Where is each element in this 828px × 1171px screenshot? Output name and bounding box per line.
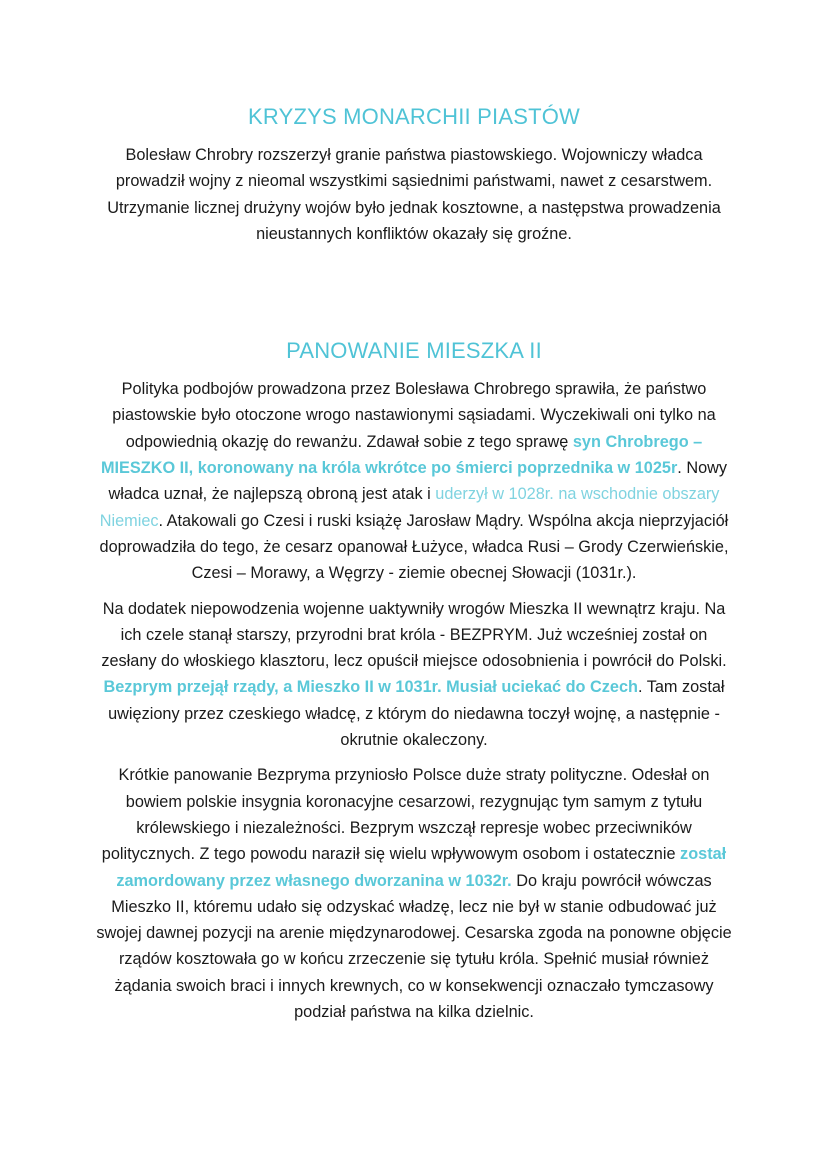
paragraph [95, 142, 733, 247]
text-segment: Na dodatek niepowodzenia wojenne uaktywniły wrogów Mieszka II wewnątrz kraju. Na ich czele stanął starszy, przyrodni brat króla - BEZPRYM. Już wcześniej został on zesłany do włoskiego klasztoru, lecz opuścił miejsce odosobnienia i powrócił do Polski. [101, 599, 727, 671]
section-title-crisis: KRYZYS MONARCHII PIASTÓW [248, 104, 580, 129]
highlighted-text: został zamordowany przez własnego dworzanina w 1032r. [116, 845, 727, 890]
paragraph [95, 762, 733, 1025]
paragraph [95, 596, 733, 754]
section-title-mieszko: PANOWANIE MIESZKA II [286, 338, 542, 364]
text-segment: . Tam został uwięziony przez czeskiego władcę, z którym do niedawna toczył wojnę, a następnie - okrutnie okaleczony. [108, 678, 725, 750]
text-segment: Do kraju powrócił wówczas Mieszko II, któremu udało się odzyskać władzę, lecz nie był w stanie odbudować już swojej dawnej pozycji na arenie międzynarodowej. Cesarska zgoda na ponowne objęcie rządów kosztowała go w końcu zrzeczenie się tytułu króla. Spełnić musiał również żądania swoich braci i innych krewnych, co w konsekwencji oznaczało tymczasowy podział państwa na kilka dzielnic. [96, 871, 732, 1022]
text-segment: . Atakowali go Czesi i ruski książę Jarosław Mądry. Wspólna akcja nieprzyjaciół doprowadziła do tego, że cesarz opanował Łużyce, władca Rusi – Grody Czerwieńskie, Czesi – Morawy, a Węgrzy - ziemie obecnej Słowacji (1031r.). [99, 511, 729, 583]
document-page [95, 104, 733, 1034]
highlighted-text: Bezprym przejął rządy, a Mieszko II w 1031r. Musiał uciekać do Czech [103, 678, 638, 697]
text-segment: . Nowy władca uznał, że najlepszą obroną jest atak i [108, 459, 728, 504]
highlighted-text: syn Chrobrego – MIESZKO II, koronowany na króla wkrótce po śmierci poprzednika w 1025r [100, 432, 703, 478]
highlighted-text: uderzył w 1028r. na wschodnie obszary Niemiec [99, 485, 720, 530]
text-segment: Bolesław Chrobry rozszerzył granie państwa piastowskiego. Wojowniczy władca prowadził wojny z nieomal wszystkimi sąsiednimi państwami, nawet z cesarstwem. Utrzymanie licznej drużyny wojów było jednak kosztowne, a następstwa prowadzenia nieustannych konfliktów okazały się groźne. [107, 146, 721, 243]
text-segment: Krótkie panowanie Bezpryma przyniosło Polsce duże straty polityczne. Odesłał on bowiem polskie insygnia koronacyjne cesarzowi, rezygnując tym samym z tytułu królewskiego i niezależności. Bezprym wszczął represje wobec przeciwników politycznych. Z tego powodu naraził się wielu wpływowym osobom i ostatecznie [101, 766, 710, 864]
text-segment: Polityka podbojów prowadzona przez Bolesława Chrobrego sprawiła, że państwo piastowskie było otoczone wrogo nastawionymi sąsiadami. Wyczekiwali oni tylko na odpowiednią okazję do rewanżu. Zdawał sobie z tego sprawę [112, 380, 716, 451]
paragraph [95, 376, 733, 586]
